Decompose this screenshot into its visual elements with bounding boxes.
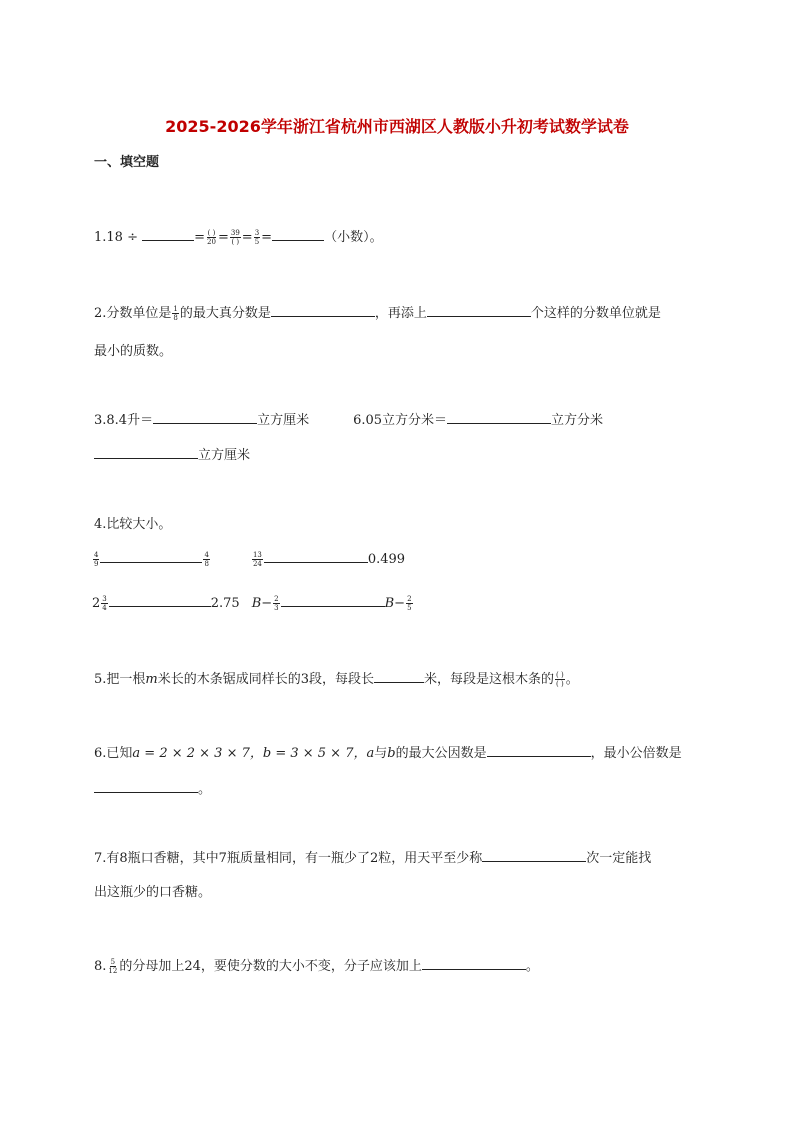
q2-text-a: 2.分数单位是 [94,306,172,321]
q5-var-m: m [145,672,158,687]
q7-blank-1[interactable] [482,849,586,862]
q6-var-b: b [387,746,396,761]
q8-fraction: $\frac{5}{12}$ [108,958,118,975]
q5-fraction: $\frac{( )}{( )}$ [556,671,564,688]
q8-text-b: 的分母加上24，要使分数的大小不变，分子应该加上 [119,959,422,974]
q2-text-d: 个这样的分数单位就是 [530,306,661,321]
section-heading: 一、填空题 [94,155,160,170]
q3-text-b: 立方厘米 [257,413,310,428]
q4-r2-blank-1[interactable] [109,594,211,607]
q4-row-2 [92,594,414,612]
question-8 [94,955,539,975]
q4-r2-blank-2[interactable] [281,594,385,607]
q3-line-2 [94,444,250,463]
q1-blank-2[interactable] [272,228,324,241]
q5-text-d: 。 [565,672,579,687]
q4-r1-frac-1: $\frac{4}{9}$ [94,551,99,568]
q4-r1-frac-3: $\frac{13}{24}$ [252,551,262,568]
q1-fraction-2: $\frac{39}{( )}$ [230,229,240,246]
question-1 [94,226,383,246]
question-3 [94,409,603,428]
q8-text-c: 。 [525,959,539,974]
q4-r1-frac-2: $\frac{4}{8}$ [204,551,209,568]
q6-text-e: 。 [198,782,212,797]
q2-blank-1[interactable] [271,304,375,317]
q7-line-2: 出这瓶少的口香糖。 [94,885,212,900]
q3-text-e: 立方厘米 [198,448,251,463]
q5-text-c: 米，每段是这根木条的 [424,672,555,687]
q1-fraction-1: $\frac{( )}{20}$ [207,229,216,246]
q4-r2-frac-3: $\frac{2}{5}$ [407,595,412,612]
q6-expression: a = 2 × 2 × 3 × 7，b = 3 × 5 × 7，a [132,746,375,761]
question-2 [94,302,661,322]
q6-blank-1[interactable] [487,744,591,757]
q4-r2-frac-2: $\frac{2}{3}$ [274,595,279,612]
q4-r1-blank-1[interactable] [100,550,202,563]
q3-text-c: 6.05立方分米＝ [353,413,448,428]
q8-blank-1[interactable] [422,957,526,970]
q8-text-a: 8. [94,959,107,974]
q1-prefix: 1.18 ÷ [94,230,138,245]
q3-blank-1[interactable] [153,411,257,424]
q6-line-2 [94,778,211,797]
q2-line-2: 最小的质数。 [94,344,173,359]
q5-text-a: 5.把一根 [94,672,146,687]
question-6 [94,742,682,761]
q3-blank-2[interactable] [447,411,551,424]
q4-r2-frac-1: $\frac{3}{4}$ [102,595,107,612]
q2-blank-2[interactable] [427,304,531,317]
q4-label: 4.比较大小。 [94,517,172,532]
q7-text-b: 次一定能找 [586,851,652,866]
q1-eq-b: = [217,230,229,245]
q6-text-c: 的最大公因数是 [395,746,487,761]
q4-r2-b1: B− [251,596,273,611]
q5-text-b: 米长的木条锯成同样长的3段，每段长 [157,672,375,687]
q1-eq-d: = [261,230,273,245]
q1-suffix: （小数）。 [324,230,383,245]
q6-text-b: 与 [374,746,388,761]
q6-text-d: ，最小公倍数是 [590,746,682,761]
q4-r2-whole: 2 [92,596,101,611]
q4-r2-value: 2.75 [210,596,240,611]
q4-row-1 [92,550,405,568]
q1-fraction-3: $\frac{3}{5}$ [254,229,260,246]
question-5 [94,668,579,688]
q2-fraction: $\frac{1}{8}$ [173,305,178,322]
q7-text-a: 7.有8瓶口香糖，其中7瓶质量相同，有一瓶少了2粒，用天平至少称 [94,851,483,866]
q1-eq-c: = [241,230,253,245]
q3-text-d: 立方分米 [551,413,604,428]
q2-text-c: ，再添上 [374,306,427,321]
q2-text-b: 的最大真分数是 [179,306,271,321]
q1-blank-1[interactable] [142,228,194,241]
question-7 [94,847,651,866]
q6-blank-2[interactable] [94,780,198,793]
q3-blank-3[interactable] [94,446,198,459]
q4-r1-blank-2[interactable] [264,550,368,563]
page-title: 2025-2026学年浙江省杭州市西湖区人教版小升初考试数学试卷 [165,117,629,136]
q1-eq: = [194,230,206,245]
q5-blank-1[interactable] [374,670,424,683]
q6-text-a: 6.已知 [94,746,133,761]
q4-r1-value: 0.499 [367,552,406,567]
q4-r2-b2: B− [384,596,406,611]
q3-text-a: 3.8.4升＝ [94,413,154,428]
